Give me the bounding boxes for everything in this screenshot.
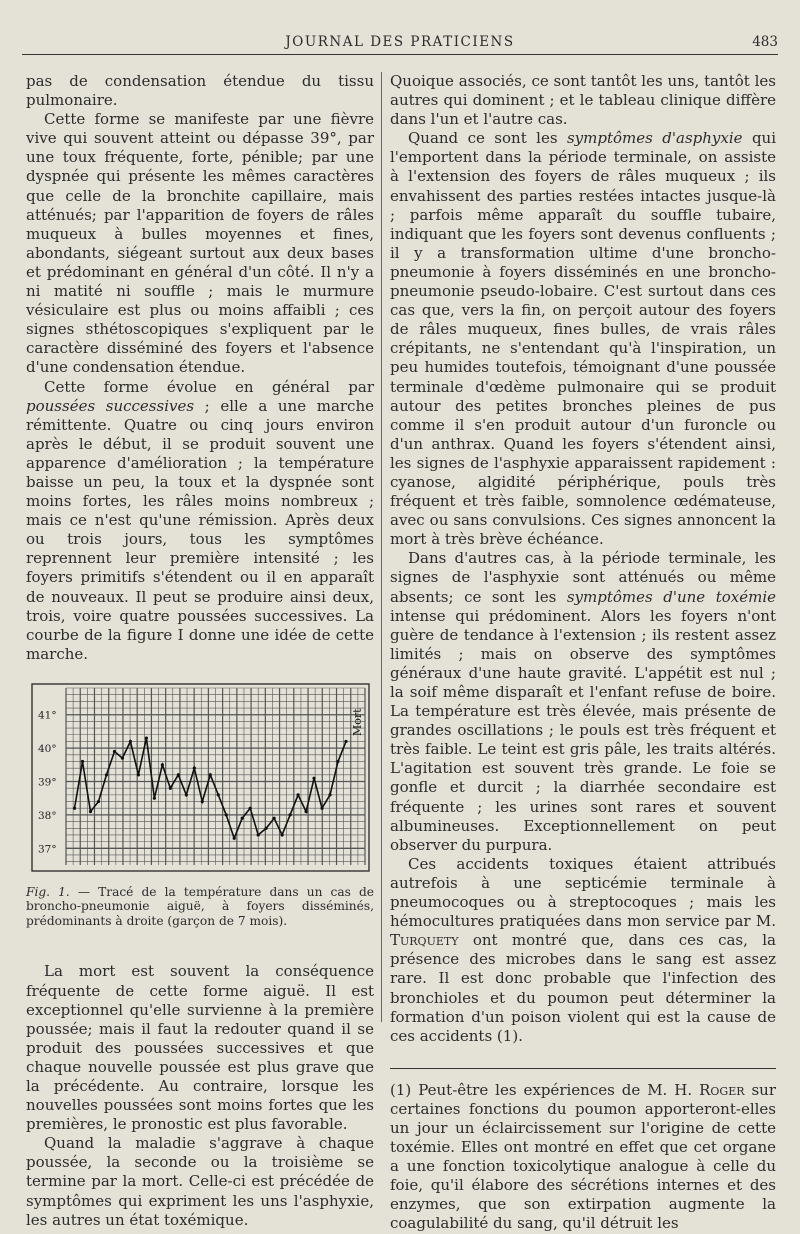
temperature-point xyxy=(153,797,156,800)
paragraph: La mort est souvent la conséquence fréquente de cette forme aiguë. Il est exceptionnel qu'elle survienne à la première poussée; mais il faut la redouter quand il se produit des poussées successives et que chaque nouvelle poussée est plus grave que la précédente. Au contraire, lorsque les nouvelles poussées sont moins fortes que les premières, le pronostic est plus favorable. xyxy=(26,962,374,1134)
paragraph: Cette forme se manifeste par une fièvre vive qui souvent atteint ou dépasse 39°, par une toux fréquente, forte, pénible; par une dyspnée qui présente les mêmes caractères que celle de la bronchite capillaire, mais atténués; par l'apparition de foyers de râles muqueux à bulles moyennes et fines, abondants, siégeant surtout aux deux bases et prédominant en général d'un côté. Il n'y a ni matité ni souffle ; mais le murmure vésiculaire est plus ou moins affaibli ; ces signes sthétoscopiques s'expliquent par le caractère disséminé des foyers et l'absence d'une condensation étendue. xyxy=(26,110,374,377)
right-column xyxy=(390,72,776,1234)
y-tick-label: 41° xyxy=(38,709,57,722)
page-number: 483 xyxy=(752,34,778,50)
author-name: Turquety xyxy=(390,931,459,950)
footnote xyxy=(390,1081,776,1234)
emphasis: symptômes d'une toxémie xyxy=(566,587,776,606)
temperature-point xyxy=(73,807,76,810)
temperature-point xyxy=(113,750,116,753)
temperature-point xyxy=(336,760,339,763)
text-run: qui l'emportent dans la période terminale, on assiste à l'extension des foyers de râles muqueux ; ils envahissent des parties restées intactes jusque-là ; parfois même apparaît du souffle tubaire, indiquant que les foyers sont devenus confluents ; il y a transformation ultime d'une broncho-pneumonie à foyers disséminés en une broncho-pneumonie pseudo-lobaire. C'est surtout dans ces cas que, vers la fin, on perçoit autour des foyers de râles muqueux, fines bulles, de vrais râles crépitants, ne s'entendant qu'à l'inspiration, un peu humides toutefois, témoignant d'une poussée terminale d'œdème pulmonaire qui se produit autour des petites bronches pleines de pus comme il s'en produit autour d'un furoncle ou d'un anthrax. Quand les foyers s'étendent ainsi, les signes de l'asphyxie apparaissent rapidement : cyanose, algidité périphérique, pouls très fréquent et très faible, somnolence œdémateuse, avec ou sans convulsions. Ces signes annoncent la mort à très brève échéance. xyxy=(390,129,777,549)
temperature-point xyxy=(177,773,180,776)
temperature-point xyxy=(105,773,108,776)
temperature-point xyxy=(225,813,228,816)
temperature-point xyxy=(169,786,172,789)
header-rule xyxy=(22,54,778,55)
text-run: sur certaines fonctions du poumon apporteront-elles un jour un éclaircissement sur l'origine de cette toxémie. Elles ont montré en effet que cet organe a une fonction toxicolytique analogue à celle du foie, qu'il élabore des sécrétions internes et des enzymes, que son extirpation augmente la coagulabilité du sang, qu'il détruit les xyxy=(390,1080,777,1233)
temperature-point xyxy=(296,793,299,796)
y-tick-label: 37° xyxy=(38,843,57,856)
temperature-point xyxy=(328,793,331,796)
text-run: Dans d'autres cas, à la période terminale, les signes de l'asphyxie sont atténués ou même absents; ce sont les xyxy=(390,549,776,606)
temperature-point xyxy=(344,740,347,743)
temperature-point xyxy=(281,833,284,836)
figure-label: Fig. 1. xyxy=(26,884,70,899)
temperature-point xyxy=(241,817,244,820)
text-run: ; elle a une marche rémittente. Quatre ou cinq jours environ après le début, il se produit souvent une apparence d'amélioration ; la température baisse un peu, la toux et la dyspnée sont moins fortes, les râles moins nombreux ; mais ce n'est qu'une rémission. Après deux ou trois jours, tous les symptômes reprennent leur première intensité ; les foyers primitifs s'étendent ou il en apparaît de nouveaux. Il peut se produire ainsi deux, trois, voire quatre poussées successives. La courbe de la figure I donne une idée de cette marche. xyxy=(26,396,374,663)
figure-caption xyxy=(26,885,374,929)
text-run: Cette forme évolue en général par xyxy=(44,377,374,396)
y-tick-label: 40° xyxy=(38,743,57,756)
temperature-point xyxy=(97,800,100,803)
text-run: intense qui prédominent. Alors les foyers n'ont guère de tendance à l'extension ; ils restent assez limités ; mais on observe des symptômes généraux d'une haute gravité. L'appétit est nul ; la soif même disparaît et l'enfant refuse de boire. La température est très élevée, mais présente de grandes oscillations ; le pouls est très fréquent et très faible. Le teint est gris pâle, les traits altérés. L'agitation est souvent très grande. Le foie se gonfle et durcit ; la diarrhée secondaire est fréquente ; les urines sont rares et souvent albumineuses. Exceptionnellement on peut observer du purpura. xyxy=(390,606,776,854)
temperature-point xyxy=(129,740,132,743)
temperature-point xyxy=(185,793,188,796)
author-name: Roger xyxy=(699,1080,745,1099)
temperature-point xyxy=(249,807,252,810)
temperature-point xyxy=(320,807,323,810)
text-run: ont montré que, dans ces cas, la présence des microbes dans le sang est assez rare. Il est donc probable que l'infection des bronchioles et du poumon peut déterminer la formation d'un poison violent qui est la cause de ces accidents (1). xyxy=(390,931,776,1045)
temperature-point xyxy=(273,817,276,820)
y-tick-label: 39° xyxy=(38,776,57,789)
temperature-point xyxy=(89,810,92,813)
emphasis: poussées successives xyxy=(26,396,195,415)
y-tick-label: 38° xyxy=(38,809,57,822)
temperature-point xyxy=(161,763,164,766)
page-header xyxy=(0,34,800,54)
paragraph xyxy=(26,378,374,664)
paragraph: Quoique associés, ce sont tantôt les uns, tantôt les autres qui dominent ; et le tableau clinique diffère dans l'un et l'autre cas. xyxy=(390,72,776,129)
paragraph xyxy=(390,129,776,549)
chart-frame xyxy=(32,684,369,871)
temperature-point xyxy=(145,736,148,739)
text-run: (1) Peut-être les expériences de M. H. xyxy=(390,1080,700,1099)
footnote-rule xyxy=(390,1068,776,1069)
temperature-point xyxy=(201,800,204,803)
paragraph xyxy=(390,855,776,1046)
running-title: JOURNAL DES PRATICIENS xyxy=(285,34,515,50)
temperature-point xyxy=(312,776,315,779)
text-run: Ces accidents toxiques étaient attribués autrefois à une septicémie terminale à pneumocoques ou à streptocoques ; mais les hémocultures pratiquées dans mon service par M. xyxy=(390,854,776,931)
paragraph: pas de condensation étendue du tissu pulmonaire. xyxy=(26,72,374,110)
temperature-point xyxy=(257,833,260,836)
temperature-point xyxy=(304,810,307,813)
paragraph: Quand la maladie s'aggrave à chaque poussée, la seconde ou la troisième se termine par la mort. Celle-ci est précédée de symptômes qui expriment les uns l'asphyxie, les autres un état toxémique. xyxy=(26,1134,374,1229)
temperature-point xyxy=(137,773,140,776)
column-divider xyxy=(381,72,382,1022)
caption-text: — Tracé de la température dans un cas de broncho-pneumonie aiguë, à foyers disséminés, prédominants à droite (garçon de 7 mois). xyxy=(26,884,374,928)
temperature-point xyxy=(265,827,268,830)
figure-temperature-chart xyxy=(28,680,374,875)
temperature-point xyxy=(233,837,236,840)
paragraph xyxy=(390,549,776,855)
left-column xyxy=(26,72,374,1230)
temperature-point xyxy=(209,773,212,776)
annotation-mort: Mort xyxy=(351,708,364,736)
temperature-point xyxy=(121,756,124,759)
temperature-point xyxy=(81,760,84,763)
text-run: Quand ce sont les xyxy=(408,129,567,148)
temperature-chart xyxy=(28,680,373,875)
emphasis: symptômes d'asphyxie xyxy=(566,129,743,148)
temperature-point xyxy=(217,793,220,796)
temperature-point xyxy=(289,813,292,816)
temperature-point xyxy=(193,766,196,769)
